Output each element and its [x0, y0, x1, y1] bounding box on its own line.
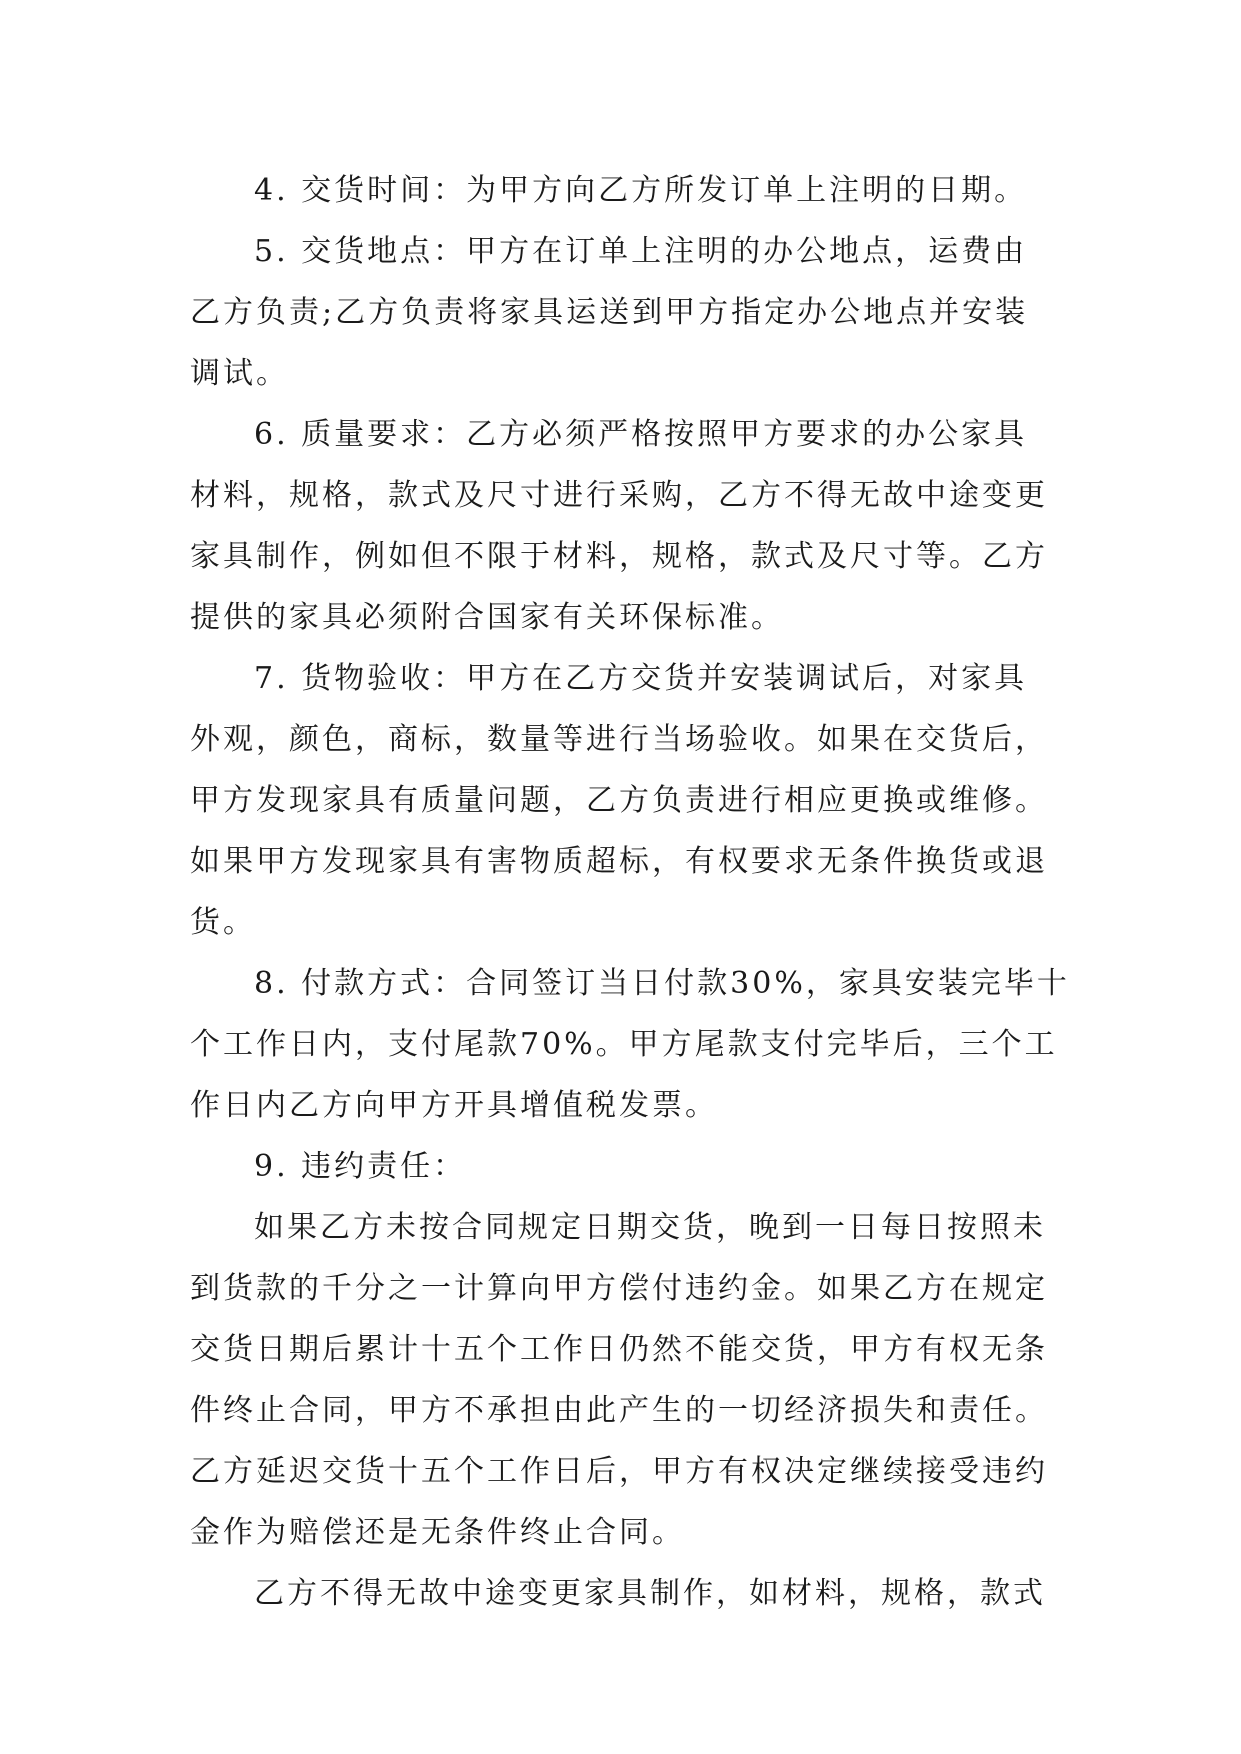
paragraph-line: 个工作日内，支付尾款70%。甲方尾款支付完毕后，三个工 [190, 1027, 1058, 1062]
paragraph-line: 金作为赔偿还是无条件终止合同。 [190, 1515, 685, 1550]
paragraph-line: 材料，规格，款式及尺寸进行采购，乙方不得无故中途变更 [190, 478, 1048, 513]
paragraph-line: 家具制作，例如但不限于材料，规格，款式及尺寸等。乙方 [190, 539, 1048, 574]
paragraph-line: 货。 [190, 905, 256, 940]
paragraph-line: 7. 货物验收：甲方在乙方交货并安装调试后，对家具 [254, 661, 1028, 696]
document-body [190, 160, 1070, 1624]
paragraph-line: 8. 付款方式：合同签订当日付款30%，家具安装完毕十 [254, 966, 1070, 1001]
paragraph-line: 甲方发现家具有质量问题，乙方负责进行相应更换或维修。 [190, 783, 1048, 818]
paragraph-line: 外观，颜色，商标，数量等进行当场验收。如果在交货后， [190, 722, 1048, 757]
paragraph-line: 6. 质量要求：乙方必须严格按照甲方要求的办公家具 [254, 417, 1028, 452]
paragraph-line: 作日内乙方向甲方开具增值税发票。 [190, 1088, 718, 1123]
paragraph-line: 如果甲方发现家具有害物质超标，有权要求无条件换货或退 [190, 844, 1048, 879]
paragraph-line: 4. 交货时间：为甲方向乙方所发订单上注明的日期。 [254, 173, 1028, 208]
section-heading: 9. 违约责任： [254, 1149, 467, 1184]
paragraph-line: 乙方不得无故中途变更家具制作，如材料，规格，款式 [254, 1576, 1046, 1611]
paragraph-line: 如果乙方未按合同规定日期交货，晚到一日每日按照未 [254, 1210, 1046, 1245]
paragraph-line: 提供的家具必须附合国家有关环保标准。 [190, 600, 784, 635]
paragraph-line: 到货款的千分之一计算向甲方偿付违约金。如果乙方在规定 [190, 1271, 1048, 1306]
paragraph-line: 交货日期后累计十五个工作日仍然不能交货，甲方有权无条 [190, 1332, 1048, 1367]
paragraph-line: 乙方负责;乙方负责将家具运送到甲方指定办公地点并安装 [190, 295, 1029, 330]
paragraph-line: 件终止合同，甲方不承担由此产生的一切经济损失和责任。 [190, 1393, 1048, 1428]
paragraph-line: 5. 交货地点：甲方在订单上注明的办公地点，运费由 [254, 234, 1028, 269]
paragraph-line: 乙方延迟交货十五个工作日后，甲方有权决定继续接受违约 [190, 1454, 1048, 1489]
paragraph-line: 调试。 [190, 356, 289, 391]
